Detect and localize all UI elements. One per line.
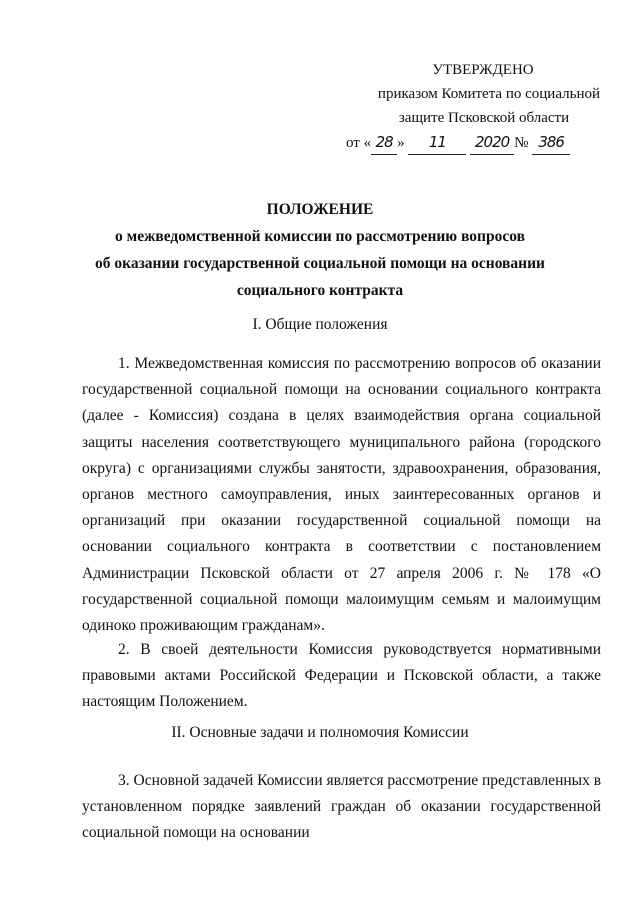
date-month: 11 [408, 130, 466, 155]
section-1-heading: I. Общие положения [252, 316, 388, 333]
paragraph-3 [82, 768, 601, 847]
section-2-heading: II. Основные задачи и полномочия Комиссии [171, 724, 469, 741]
paragraph-2-text: 2. В своей деятельности Комиссия руководствуется нормативными правовыми актами Российской Федерации и Псковской области, а также настоящим Положением. [82, 641, 601, 711]
paragraph-1 [82, 351, 601, 639]
approval-date-line [338, 130, 600, 155]
approval-stamp [338, 58, 600, 155]
approval-title: УТВЕРЖДЕНО [432, 62, 534, 78]
document-subtitle-3: социального контракта [236, 282, 404, 299]
number-prefix: № [514, 135, 529, 151]
document-subtitle-2: об оказании государственной социальной помощи на основании [95, 255, 545, 272]
date-prefix: от « [346, 135, 372, 151]
approval-committee-line: защите Псковской области [398, 110, 570, 126]
date-day: 28 [371, 130, 397, 155]
document-title-block [60, 196, 580, 304]
paragraph-3-text: 3. Основной задачей Комиссии является рассмотрение представленных в установленном порядке заявлений граждан об оказании государственной социальной помощи на основании [82, 772, 602, 842]
order-number: 386 [532, 130, 570, 155]
approval-order-line: приказом Комитета по социальной [377, 86, 600, 102]
date-year: 2020 [470, 130, 514, 155]
paragraph-2 [82, 637, 601, 716]
date-mid: » [397, 135, 405, 151]
document-subtitle-1: о межведомственной комиссии по рассмотрению вопросов [115, 228, 525, 245]
paragraph-1-text: 1. Межведомственная комиссия по рассмотрению вопросов об оказании государственной социальной помощи на основании социального контракта (далее - Комиссия) создана в целях взаимодействия органа социальной защиты населения соответствующего муниципального района (городского округа) с организациями службы занятости, здравоохранения, образования, органов местного самоуправления, иных заинтересованных органов и организаций при оказании государственной социальной помощи на основании социального контракта в соответствии с постановлением Администрации Псковской области от 27 апреля 2006 г. № 178 «О государственной социальной помощи малоимущим семьям и малоимущим одиноко проживающим гражданам». [82, 355, 601, 635]
document-title: ПОЛОЖЕНИЕ [266, 201, 374, 218]
